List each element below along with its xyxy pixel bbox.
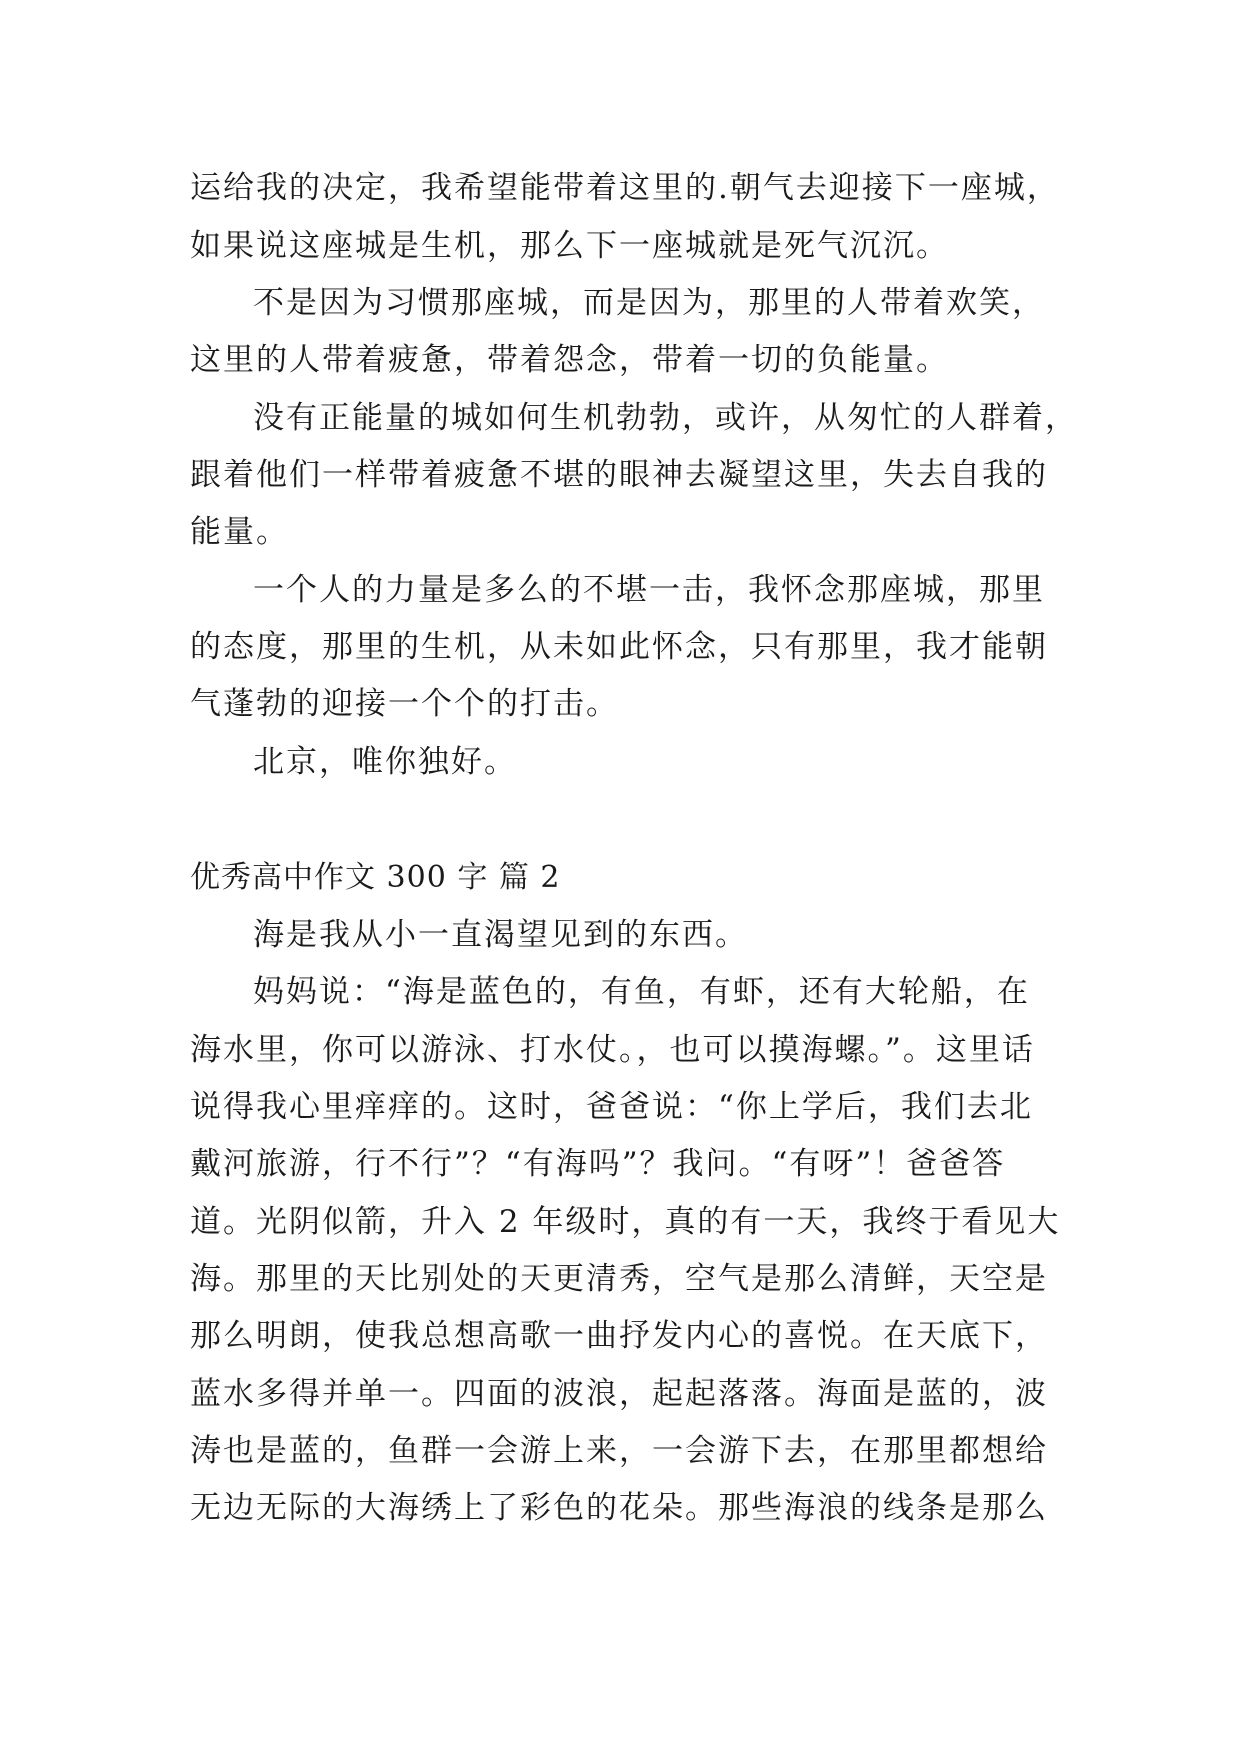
paragraph-line: 海。那里的天比别处的天更清秀，空气是那么清鲜，天空是	[190, 1261, 1048, 1297]
paragraph-line: 涛也是蓝的，鱼群一会游上来，一会游下去，在那里都想给	[190, 1433, 1048, 1469]
paragraph-line: 戴河旅游，行不行”？“有海吗”？我问。“有呀”！爸爸答	[190, 1146, 1006, 1182]
paragraph-line: 道。光阴似箭，升入 2 年级时，真的有一天，我终于看见大	[190, 1204, 1061, 1240]
paragraph-line: 气蓬勃的迎接一个个的打击。	[190, 686, 619, 722]
paragraph-line: 说得我心里痒痒的。这时，爸爸说：“你上学后，我们去北	[190, 1089, 1033, 1125]
paragraph-line: 的态度，那里的生机，从未如此怀念，只有那里，我才能朝	[190, 629, 1048, 665]
paragraph-line: 跟着他们一样带着疲惫不堪的眼神去凝望这里，失去自我的	[190, 457, 1048, 493]
paragraph-line: 如果说这座城是生机，那么下一座城就是死气沉沉。	[190, 228, 949, 264]
section-heading: 优秀高中作文 300 字 篇 2	[190, 860, 561, 895]
paragraph-line: 北京，唯你独好。	[253, 744, 517, 780]
paragraph-line: 没有正能量的城如何生机勃勃，或许，从匆忙的人群着，	[253, 400, 1078, 436]
paragraph-line: 一个人的力量是多么的不堪一击，我怀念那座城，那里	[253, 572, 1045, 608]
paragraph-line: 运给我的决定，我希望能带着这里的.朝气去迎接下一座城，	[190, 170, 1060, 206]
paragraph-line: 能量。	[190, 514, 289, 550]
paragraph-line: 无边无际的大海绣上了彩色的花朵。那些海浪的线条是那么	[190, 1490, 1048, 1526]
paragraph-line: 蓝水多得并单一。四面的波浪，起起落落。海面是蓝的，波	[190, 1376, 1048, 1412]
paragraph-line: 那么明朗，使我总想高歌一曲抒发内心的喜悦。在天底下，	[190, 1318, 1048, 1354]
paragraph-line: 这里的人带着疲惫，带着怨念，带着一切的负能量。	[190, 342, 949, 378]
paragraph-line: 海是我从小一直渴望见到的东西。	[253, 917, 748, 953]
paragraph-line: 妈妈说：“海是蓝色的，有鱼，有虾，还有大轮船，在	[253, 974, 1030, 1010]
paragraph-line: 不是因为习惯那座城，而是因为，那里的人带着欢笑，	[253, 285, 1045, 321]
paragraph-line: 海水里，你可以游泳、打水仗。，也可以摸海螺。”。这里话	[190, 1032, 1035, 1068]
